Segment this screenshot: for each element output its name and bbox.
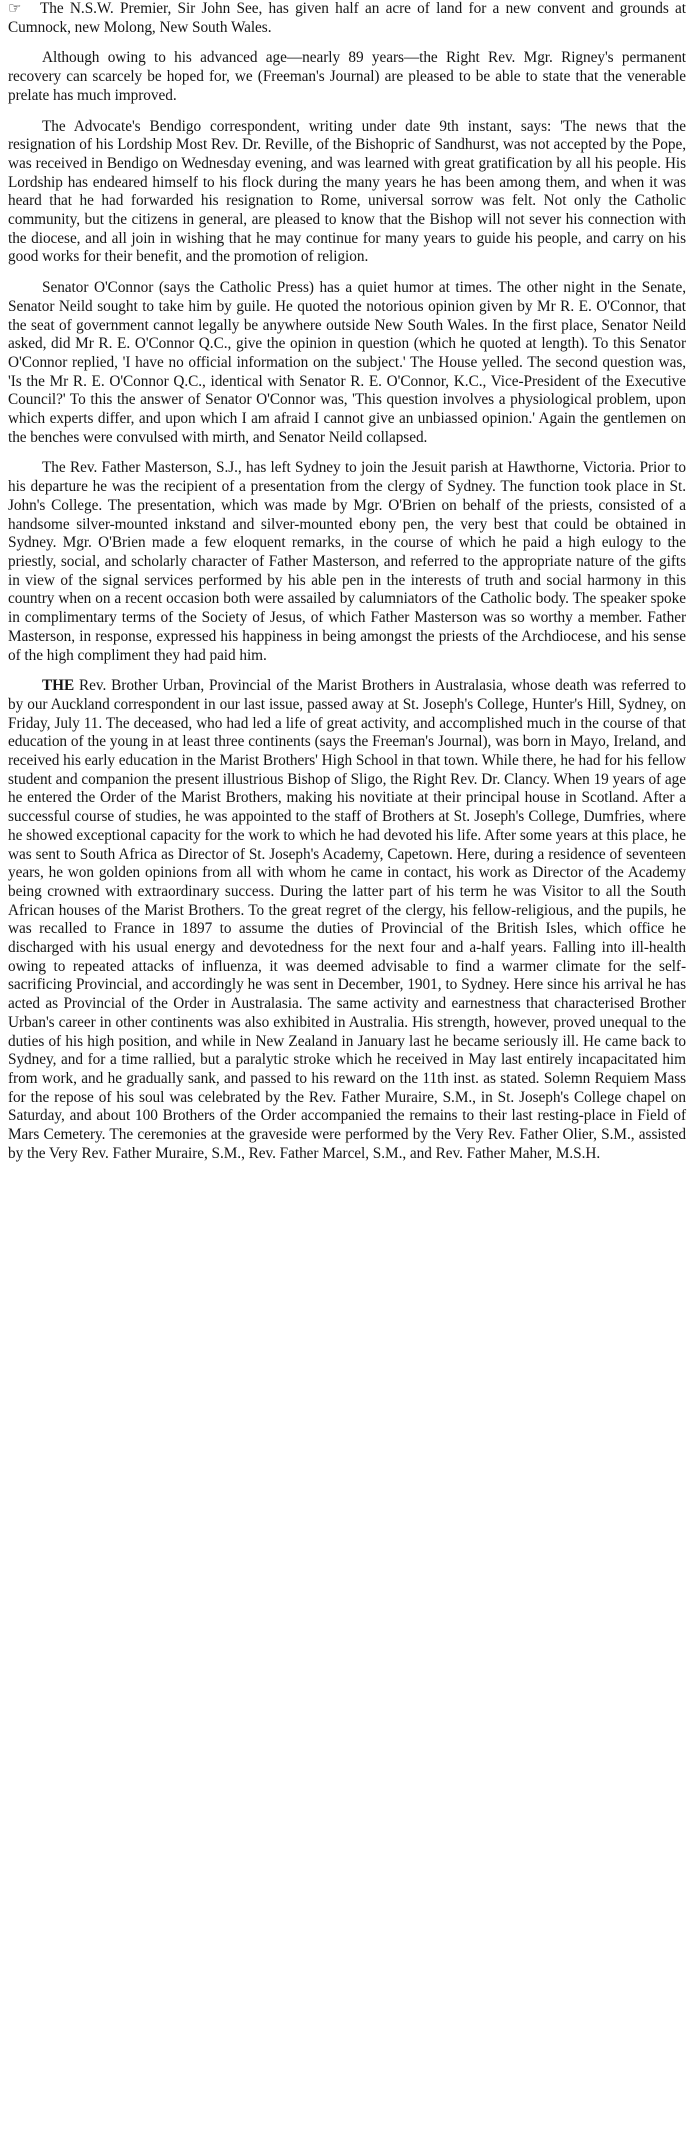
paragraph-text: The Rev. Father Masterson, S.J., has left Sydney to join the Jesuit parish at Hawthorne, Victoria. Prior to his departure he was the recipient of a presentation from the clergy of Sydney. The function took place in St. John's College. The presentation, which was made by Mgr. O'Brien on behalf of the priests, consisted of a handsome silver-mounted inkstand and silver-mounted ebony pen, the very best that could be obtained in Sydney. Mgr. O'Brien made a few eloquent remarks, in the course of which he paid a high eulogy to the priestly, social, and scholarly character of Father Masterson, and referred to the appropriate nature of the gifts in view of the signal services performed by his able pen in the interests of truth and social harmony in this country when on a recent occasion both were assailed by calumniators of the Catholic body. The speaker spoke in complimentary terms of the Society of Jesus, of which Father Masterson was so worthy a member. Father Masterson, in response, expressed his happiness in being amongst the priests of the Archdiocese, and his sense of the high compliment they had paid him. <box>8 459 686 664</box>
paragraph-bishop-reville <box>8 118 686 268</box>
paragraph-text: Senator O'Connor (says the Catholic Press) has a quiet humor at times. The other night in the Senate, Senator Neild sought to take him by guile. He quoted the notorious opinion given by Mr R. E. O'Connor, that the seat of government cannot legally be anywhere outside New South Wales. In the first place, Senator Neild asked, did Mr R. E. O'Connor Q.C., give the opinion in question (which he quoted at length). To this Senator O'Connor replied, 'I have no official information on the subject.' The House yelled. The second question was, 'Is the Mr R. E. O'Connor Q.C., identical with Senator R. E. O'Connor, K.C., Vice-President of the Executive Council?' To this the answer of Senator O'Connor was, 'This question involves a physiological problem, upon which experts differ, and upon which I am afraid I cannot give an unbiassed opinion.' Again the gentlemen on the benches were convulsed with mirth, and Senator Neild collapsed. <box>8 279 686 446</box>
paragraph-text: The N.S.W. Premier, Sir John See, has given half an acre of land for a new convent and grounds at Cumnock, new Molong, New South Wales. <box>8 0 686 36</box>
paragraph-senator-oconnor <box>8 279 686 447</box>
pointing-hand-icon: ☞ <box>8 1 22 17</box>
paragraph-brother-urban <box>8 677 686 1163</box>
paragraph-father-masterson <box>8 459 686 665</box>
paragraph-text: Although owing to his advanced age—nearly 89 years—the Right Rev. Mgr. Rigney's permanent recovery can scarcely be hoped for, we (Freeman's Journal) are pleased to be able to state that the venerable prelate has much improved. <box>8 49 686 104</box>
paragraph-text: Rev. Brother Urban, Provincial of the Marist Brothers in Australasia, whose death was referred to by our Auckland correspondent in our last issue, passed away at St. Joseph's College, Hunter's Hill, Sydney, on Friday, July 11. The deceased, who had led a life of great activity, and accomplished much in the course of that education of the young in at least three continents (says the Freeman's Journal), was born in Mayo, Ireland, and received his early education in the Marist Brothers' High School in that town. While there, he had for his fellow student and companion the present illustrious Bishop of Sligo, the Right Rev. Dr. Clancy. When 19 years of age he entered the Order of the Marist Brothers, making his novitiate at their principal house in Scotland. After a successful course of studies, he was appointed to the staff of Brothers at St. Joseph's College, Dumfries, where he showed exceptional capacity for the work to which he had devoted his life. After some years at this place, he was sent to South Africa as Director of St. Joseph's Academy, Capetown. Here, during a residence of seventeen years, he won golden opinions from all with whom he came in contact, his work as Director of the Academy being crowned with extraordinary success. During the latter part of his term he was Visitor to all the South African houses of the Marist Brothers. To the great regret of the clergy, his fellow-religious, and the pupils, he was recalled to France in 1897 to assume the duties of Provincial of the British Isles, which office he discharged with his usual energy and devotedness for the next four and a-half years. Falling into ill-health owing to repeated attacks of influenza, it was deemed advisable to find a warmer climate for the self-sacrificing Provincial, and accordingly he was sent in December, 1901, to Sydney. Here since his arrival he has acted as Provincial of the Order in Australasia. The same activity and earnestness that characterised Brother Urban's career in other continents was also exhibited in Australia. His strength, however, proved unequal to the duties of his high position, and while in New Zealand in January last he became seriously ill. He came back to Sydney, and for a time rallied, but a paralytic stroke which he received in May last entirely incapacitated him from work, and he gradually sank, and passed to his reward on the 11th inst. as stated. Solemn Requiem Mass for the repose of his soul was celebrated by the Rev. Father Muraire, S.M., in St. Joseph's College chapel on Saturday, and about 100 Brothers of the Order accompanied the remains to their last resting-place in Field of Mars Cemetery. The ceremonies at the graveside were performed by the Very Rev. Father Olier, S.M., assisted by the Very Rev. Father Muraire, S.M., Rev. Father Marcel, S.M., and Rev. Father Maher, M.S.H. <box>8 677 686 1162</box>
paragraph-lead-word: THE <box>42 677 75 695</box>
paragraph-premier-land-gift <box>8 0 686 37</box>
paragraph-mgr-rigney <box>8 49 686 105</box>
paragraph-text: The Advocate's Bendigo correspondent, writing under date 9th instant, says: 'The news that the resignation of his Lordship Most Rev. Dr. Reville, of the Bishopric of Sandhurst, was not accepted by the Pope, was received in Bendigo on Wednesday evening, and was learned with great gratification by all his people. His Lordship has endeared himself to his flock during the many years he has been among them, and when it was heard that he had forwarded his resignation to Rome, universal sorrow was felt. Not only the Catholic community, but the citizens in general, are pleased to know that the Bishop will not sever his connection with the diocese, and all join in wishing that he may continue for many years to guide his people, and carry on his good works for their benefit, and the promotion of religion. <box>8 117 686 266</box>
